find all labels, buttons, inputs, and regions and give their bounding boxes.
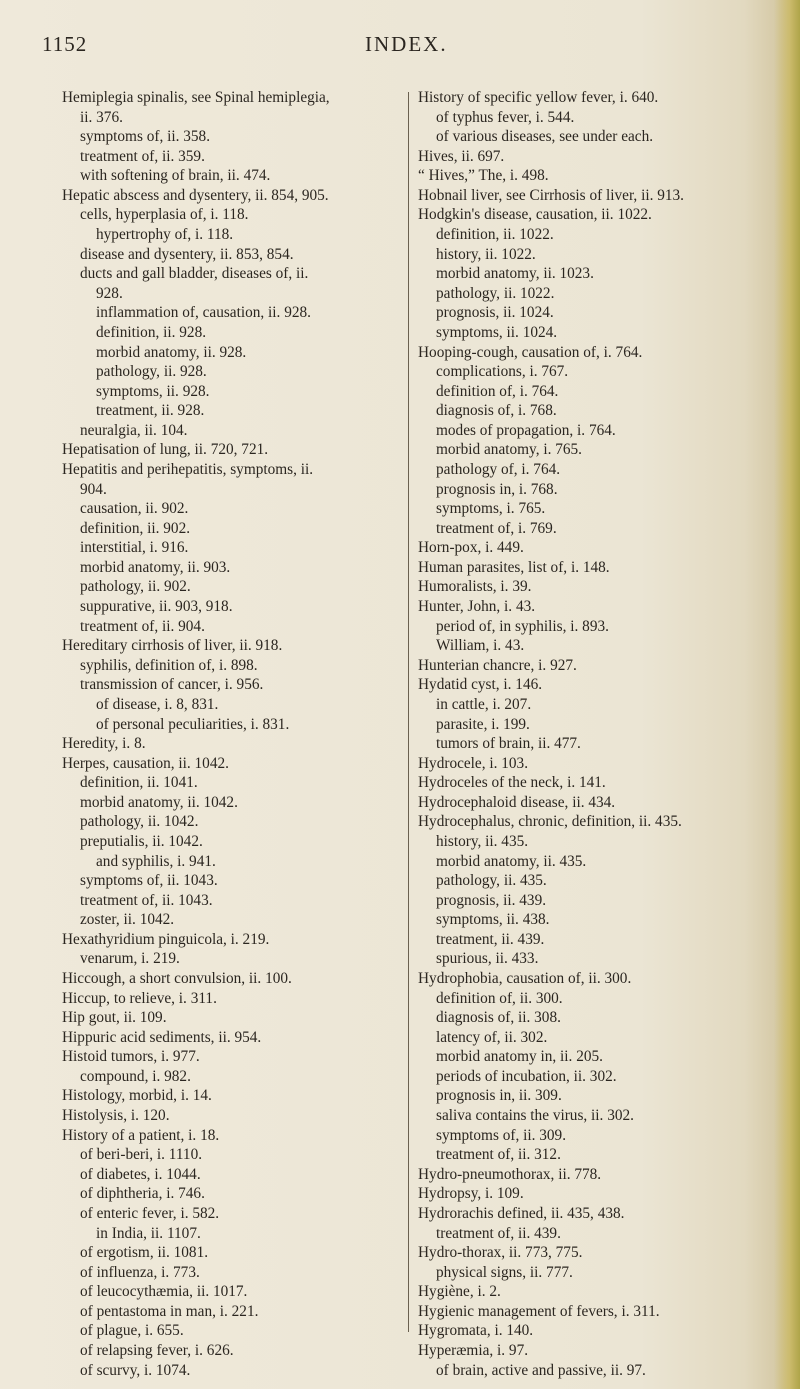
index-entry: transmission of cancer, i. 956. — [80, 676, 264, 694]
index-column-right — [418, 88, 768, 1380]
index-entry: morbid anatomy, ii. 1042. — [80, 793, 238, 811]
index-entry: definition of, ii. 300. — [436, 989, 563, 1007]
index-entry: definition of, i. 764. — [436, 382, 559, 400]
index-entry: Histolysis, i. 120. — [62, 1107, 170, 1125]
index-entry: definition, ii. 1041. — [80, 774, 198, 792]
index-entry: Hydrocele, i. 103. — [418, 754, 529, 772]
index-entry: Hiccup, to relieve, i. 311. — [62, 989, 217, 1007]
index-entry: history, ii. 1022. — [436, 245, 536, 263]
page-edge-discoloration — [774, 0, 800, 1389]
index-entry: morbid anatomy, ii. 928. — [96, 343, 247, 361]
index-entry: Histology, morbid, i. 14. — [62, 1087, 212, 1105]
index-entry: ducts and gall bladder, diseases of, ii. — [80, 265, 309, 283]
index-entry: Hepatic abscess and dysentery, ii. 854, 905. — [62, 186, 329, 204]
index-entry: suppurative, ii. 903, 918. — [80, 598, 233, 616]
index-entry: morbid anatomy, ii. 1023. — [436, 265, 594, 283]
index-entry: period of, in syphilis, i. 893. — [436, 617, 609, 635]
index-entry: Hygromata, i. 140. — [418, 1322, 534, 1340]
index-entry: Hives, ii. 697. — [418, 147, 505, 165]
index-entry: Hepatisation of lung, ii. 720, 721. — [62, 441, 269, 459]
index-entry: of disease, i. 8, 831. — [96, 695, 219, 713]
index-entry: complications, i. 767. — [436, 363, 569, 381]
index-entry: syphilis, definition of, i. 898. — [80, 656, 258, 674]
index-entry: symptoms, i. 765. — [436, 500, 546, 518]
index-entry: Hydrophobia, causation of, ii. 300. — [418, 970, 632, 988]
column-divider — [408, 92, 409, 1332]
index-entry: Hiccough, a short convulsion, ii. 100. — [62, 970, 292, 988]
index-entry: Horn-pox, i. 449. — [418, 539, 524, 557]
index-entry: Hydropsy, i. 109. — [418, 1185, 524, 1203]
index-entry: saliva contains the virus, ii. 302. — [436, 1107, 634, 1125]
index-entry: Hooping-cough, causation of, i. 764. — [418, 343, 643, 361]
index-entry: Histoid tumors, i. 977. — [62, 1048, 200, 1066]
index-entry: of personal peculiarities, i. 831. — [96, 715, 290, 733]
index-entry: of typhus fever, i. 544. — [436, 108, 575, 126]
index-entry: Hepatitis and perihepatitis, symptoms, ii. — [62, 460, 314, 478]
index-entry: definition, ii. 902. — [80, 519, 191, 537]
index-entry: pathology, ii. 1042. — [80, 813, 199, 831]
index-entry: symptoms, ii. 1024. — [436, 323, 558, 341]
running-head: INDEX. — [365, 32, 448, 56]
index-entry: morbid anatomy in, ii. 205. — [436, 1048, 603, 1066]
index-entry: of diabetes, i. 1044. — [80, 1165, 201, 1183]
index-entry: Hodgkin's disease, causation, ii. 1022. — [418, 206, 652, 224]
index-entry: and syphilis, i. 941. — [96, 852, 216, 870]
index-entry: venarum, i. 219. — [80, 950, 180, 968]
index-entry: Hyperæmia, i. 97. — [418, 1342, 529, 1359]
index-entry: inflammation of, causation, ii. 928. — [96, 304, 311, 322]
index-entry: hypertrophy of, i. 118. — [96, 226, 234, 244]
index-entry: symptoms of, ii. 1043. — [80, 872, 218, 890]
index-entry: of leucocythæmia, ii. 1017. — [80, 1283, 248, 1301]
index-entry: Hydrocephalus, chronic, definition, ii. 435. — [418, 813, 682, 831]
index-entry: Hippuric acid sediments, ii. 954. — [62, 1028, 262, 1046]
index-entry: of influenza, i. 773. — [80, 1263, 200, 1281]
index-entry: Hydro-pneumothorax, ii. 778. — [418, 1165, 602, 1183]
index-entry: 928. — [96, 284, 123, 302]
index-entry: physical signs, ii. 777. — [436, 1263, 573, 1281]
index-entry: treatment of, ii. 904. — [80, 617, 205, 635]
index-entry: Hydrocephaloid disease, ii. 434. — [418, 793, 616, 811]
index-entry: Hydrorachis defined, ii. 435, 438. — [418, 1204, 625, 1222]
index-entry: Hereditary cirrhosis of liver, ii. 918. — [62, 637, 283, 655]
index-entry: William, i. 43. — [436, 637, 525, 655]
index-entry: cells, hyperplasia of, i. 118. — [80, 206, 249, 224]
index-entry: treatment, ii. 928. — [96, 402, 205, 420]
index-entry: history, ii. 435. — [436, 832, 529, 850]
index-entry: Hunterian chancre, i. 927. — [418, 656, 577, 674]
index-entry: parasite, i. 199. — [436, 715, 530, 733]
index-entry: of various diseases, see under each. — [436, 128, 654, 146]
index-entry: of plague, i. 655. — [80, 1322, 184, 1340]
index-entry: neuralgia, ii. 104. — [80, 421, 188, 439]
index-entry: pathology of, i. 764. — [436, 460, 561, 478]
index-entry: interstitial, i. 916. — [80, 539, 189, 557]
index-entry: zoster, ii. 1042. — [80, 911, 175, 929]
index-entry: Hygienic management of fevers, i. 311. — [418, 1302, 660, 1320]
index-entry: treatment of, ii. 1043. — [80, 891, 213, 909]
index-entry: History of a patient, i. 18. — [62, 1126, 220, 1144]
index-entry: Hemiplegia spinalis, see Spinal hemiplegia, — [62, 89, 330, 106]
index-entry: pathology, ii. 928. — [96, 363, 207, 381]
index-entry: in India, ii. 1107. — [96, 1224, 201, 1242]
index-entry: in cattle, i. 207. — [436, 695, 532, 713]
page-number: 1152 — [42, 32, 88, 56]
index-entry: Herpes, causation, ii. 1042. — [62, 754, 229, 772]
index-entry: pathology, ii. 902. — [80, 578, 191, 596]
index-entry: Hydatid cyst, i. 146. — [418, 676, 543, 694]
index-entry: prognosis in, i. 768. — [436, 480, 558, 498]
index-entry: morbid anatomy, ii. 903. — [80, 558, 231, 576]
index-entry: tumors of brain, ii. 477. — [436, 735, 581, 753]
page-header — [0, 32, 800, 62]
index-entry: treatment of, ii. 312. — [436, 1146, 561, 1164]
index-entry: “ Hives,” The, i. 498. — [418, 167, 549, 185]
index-entry: symptoms of, ii. 309. — [436, 1126, 567, 1144]
index-column-left — [62, 88, 412, 1380]
index-entry: of enteric fever, i. 582. — [80, 1204, 220, 1222]
index-entry: treatment of, ii. 439. — [436, 1224, 561, 1242]
index-entry: prognosis, ii. 1024. — [436, 304, 554, 322]
index-entry: Hydroceles of the neck, i. 141. — [418, 774, 606, 792]
index-entry: compound, i. 982. — [80, 1067, 191, 1085]
index-entry: periods of incubation, ii. 302. — [436, 1067, 617, 1085]
index-entry: disease and dysentery, ii. 853, 854. — [80, 245, 294, 263]
index-entry: symptoms, ii. 928. — [96, 382, 210, 400]
index-entry: modes of propagation, i. 764. — [436, 421, 616, 439]
index-entry: prognosis in, ii. 309. — [436, 1087, 562, 1105]
index-entry: of ergotism, ii. 1081. — [80, 1244, 209, 1262]
index-entry: ii. 376. — [80, 108, 123, 126]
index-entry: 904. — [80, 480, 107, 498]
index-entry: Hip gout, ii. 109. — [62, 1009, 167, 1027]
index-entry: latency of, ii. 302. — [436, 1028, 548, 1046]
index-entry: prognosis, ii. 439. — [436, 891, 547, 909]
index-entry: Hunter, John, i. 43. — [418, 598, 536, 616]
index-entry: definition, ii. 928. — [96, 323, 207, 341]
index-entry: of diphtheria, i. 746. — [80, 1185, 205, 1203]
index-entry: of scurvy, i. 1074. — [80, 1361, 191, 1379]
index-entry: treatment of, ii. 359. — [80, 147, 205, 165]
index-entry: morbid anatomy, ii. 435. — [436, 852, 587, 870]
index-entry: diagnosis of, i. 768. — [436, 402, 557, 420]
index-entry: with softening of brain, ii. 474. — [80, 167, 271, 185]
index-entry: Hygiène, i. 2. — [418, 1283, 501, 1301]
index-entry: symptoms of, ii. 358. — [80, 128, 211, 146]
index-entry: diagnosis of, ii. 308. — [436, 1009, 561, 1027]
index-entry: Hexathyridium pinguicola, i. 219. — [62, 930, 270, 948]
index-entry: pathology, ii. 435. — [436, 872, 547, 890]
index-entry: treatment of, i. 769. — [436, 519, 557, 537]
index-entry: Human parasites, list of, i. 148. — [418, 558, 610, 576]
index-entry: pathology, ii. 1022. — [436, 284, 555, 302]
index-entry: of pentastoma in man, i. 221. — [80, 1302, 259, 1320]
index-entry: preputialis, ii. 1042. — [80, 832, 203, 850]
index-entry: symptoms, ii. 438. — [436, 911, 550, 929]
index-entry: of brain, active and passive, ii. 97. — [436, 1361, 646, 1379]
index-entry: treatment, ii. 439. — [436, 930, 545, 948]
index-entry: morbid anatomy, i. 765. — [436, 441, 583, 459]
index-entry: Hydro-thorax, ii. 773, 775. — [418, 1244, 583, 1262]
index-entry: Heredity, i. 8. — [62, 735, 146, 753]
index-entry: Hobnail liver, see Cirrhosis of liver, ii. 913. — [418, 186, 684, 204]
index-entry: History of specific yellow fever, i. 640. — [418, 89, 659, 106]
index-entry: of relapsing fever, i. 626. — [80, 1342, 234, 1359]
index-entry: spurious, ii. 433. — [436, 950, 539, 968]
index-entry: Humoralists, i. 39. — [418, 578, 532, 596]
index-entry: definition, ii. 1022. — [436, 226, 554, 244]
index-entry: causation, ii. 902. — [80, 500, 189, 518]
index-entry: of beri-beri, i. 1110. — [80, 1146, 203, 1164]
